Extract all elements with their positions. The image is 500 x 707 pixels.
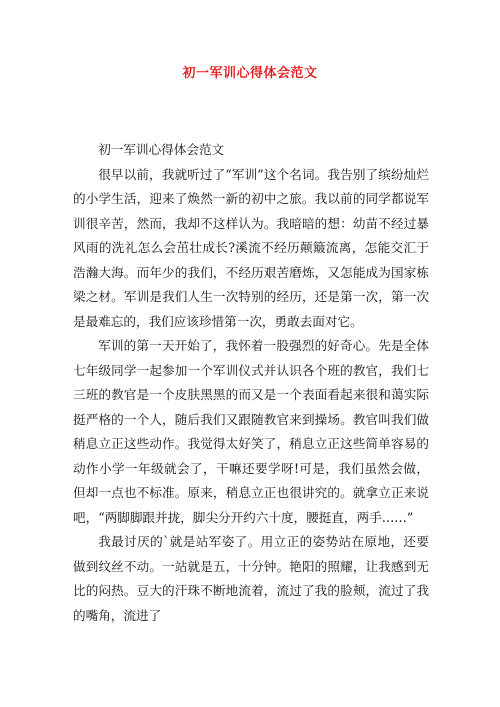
document-title: 初一军训心得体会范文	[182, 66, 318, 81]
paragraph-1: 很早以前，我就听过了“军训”这个名词。我告别了缤纷灿烂的小学生活，迎来了焕然一新的初中之旅。我以前的同学都说军训很辛苦，然而，我却不这样认为。我暗暗的想：幼苗不经过暴风雨的洗礼怎么会茁壮成长?溪流不经历颠簸流离，怎能交汇于浩瀚大海。而年少的我们，不经历艰苦磨炼，又怎能成为国家栋梁之材。军训是我们人生一次特别的经历，还是第一次，第一次是最难忘的，我们应该珍惜第一次，勇敢去面对它。	[73, 166, 429, 329]
paragraph-3: 我最讨厌的`就是站军姿了。用立正的姿势站在原地，还要做到纹丝不动。一站就是五，十分钟。艳阳的照耀，让我感到无比的闷热。豆大的汗珠不断地流着，流过了我的脸颊，流过了我的嘴角，流进了	[73, 534, 429, 623]
document-subtitle: 初一军训心得体会范文	[98, 142, 225, 157]
document-body	[73, 138, 429, 628]
paragraph-2: 军训的第一天开始了，我怀着一股强烈的好奇心。先是全体七年级同学一起参加一个军训仪式并认识各个班的教官，我们七三班的教官是一个皮肤黑黑的而又是一个表面看起来很和蔼实际挺严格的一个人，随后我们又跟随教官来到操场。教官叫我们做稍息立正这些动作。我觉得太好笑了，稍息立正这些简单容易的动作小学一年级就会了，干嘛还要学呀!可是，我们虽然会做，但却一点也不标准。原来，稍息立正也很讲究的。就拿立正来说吧，“两脚脚跟并拢，脚尖分开约六十度，腰挺直，两手……”	[73, 338, 429, 525]
